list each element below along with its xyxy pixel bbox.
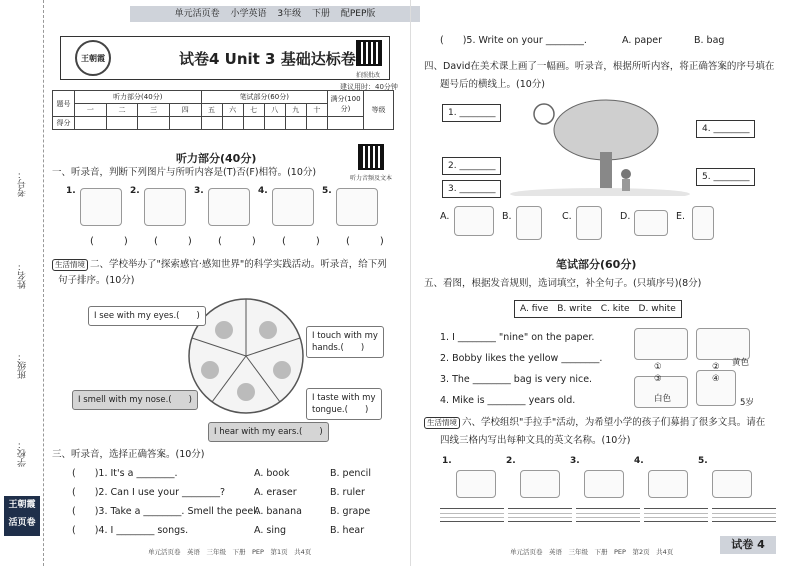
garden-scene (500, 96, 700, 196)
num-cell: 三 (138, 104, 170, 117)
header-bar (130, 6, 420, 22)
score-cell[interactable] (75, 117, 107, 130)
q3-question: ( )4. I ________ songs. (72, 525, 189, 536)
q1-num: 3. (194, 186, 204, 196)
writing-lines[interactable] (508, 508, 572, 522)
score-cell[interactable] (285, 117, 306, 130)
writing-lines[interactable] (440, 508, 504, 522)
listening-heading: 听力部分(40分) (176, 152, 257, 165)
q3-option-a[interactable]: A. sing (254, 525, 287, 536)
q6-num: 3. (570, 456, 580, 466)
q3-option-a[interactable]: A. book (254, 468, 290, 479)
nose-icon (692, 206, 714, 240)
q5-line: 4. Mike is ________ years old. (440, 395, 576, 406)
q4-text-2: 题号后的横线上。(10分) (440, 79, 546, 90)
donation-box-icon (584, 470, 624, 498)
score-cell[interactable] (201, 117, 222, 130)
q6-num: 5. (698, 456, 708, 466)
pic-label: ② (712, 362, 720, 372)
score-table (52, 90, 394, 130)
q1-answer-3[interactable]: ( ) (218, 236, 266, 247)
pic-label: 白色 (654, 394, 672, 404)
q3-option-b[interactable]: B. ruler (330, 487, 365, 498)
sentence-nose: I smell with my nose.( ) (72, 390, 198, 410)
exam-title-box (60, 36, 390, 80)
num-cell: 四 (169, 104, 201, 117)
q3-option-b[interactable]: B. hear (330, 525, 365, 536)
q2-text (52, 258, 387, 272)
q3-text: 三、听录音，选择正确答案。(10分) (52, 449, 205, 460)
edition: 配PEP版 (340, 9, 376, 19)
q1-answer-4[interactable]: ( ) (282, 236, 330, 247)
writing-lines[interactable] (712, 508, 776, 522)
q1-num: 4. (258, 186, 268, 196)
q4-blank-5[interactable]: 5. ________ (696, 168, 755, 186)
score-cell[interactable] (222, 117, 243, 130)
writing-lines[interactable] (576, 508, 640, 522)
school-label: 学校： (18, 440, 28, 467)
q4-blank-1[interactable]: 1. ________ (442, 104, 501, 122)
score-cell[interactable] (264, 117, 285, 130)
score-cell[interactable] (138, 117, 170, 130)
num-cell: 二 (106, 104, 138, 117)
writing-picture (634, 328, 688, 360)
hand-writing-picture (144, 188, 186, 226)
num-cell: 六 (222, 104, 243, 117)
q5-line: 1. I ________ "nine" on the paper. (440, 332, 595, 343)
donation-box-icon (520, 470, 560, 498)
subject: 小学英语 (230, 9, 267, 19)
num-cell: 十 (306, 104, 327, 117)
q6-num: 2. (506, 456, 516, 466)
q4-option: C. (562, 211, 572, 222)
footer-right: 单元活页卷 英语 三年级 下册 PEP 第2页 共4页 (510, 548, 674, 556)
donation-box-icon (712, 470, 752, 498)
q4-blank-4[interactable]: 4. ________ (696, 120, 755, 138)
q6-num: 1. (442, 456, 452, 466)
qr-code-icon[interactable] (356, 40, 382, 66)
q6-text-2: 四线三格内写出每种文具的英文名称。(10分) (440, 435, 631, 446)
pic-label: ④ (712, 374, 720, 384)
grade: 3年级 (277, 9, 302, 19)
context-tag: 生活情境 (424, 417, 460, 429)
audio-qr-label: 听力音频及文本 (350, 175, 393, 182)
num-cell: 九 (285, 104, 306, 117)
pic-label: ① (654, 362, 662, 372)
binding-gutter (0, 0, 44, 566)
score-cell[interactable] (106, 117, 138, 130)
q3-question: ( )1. It's a ________. (72, 468, 178, 479)
q1-num: 1. (66, 186, 76, 196)
pencil-picture (80, 188, 122, 226)
q3-question: ( )3. Take a ________. Smell the peel. (72, 506, 259, 517)
footer-left: 单元活页卷 英语 三年级 下册 PEP 第1页 共4页 (148, 548, 312, 556)
pic-label: 5岁 (740, 398, 754, 408)
q6-num: 4. (634, 456, 644, 466)
writing-lines[interactable] (644, 508, 708, 522)
score-cell[interactable] (169, 117, 201, 130)
q3-question: ( )5. Write on your ________. (440, 35, 587, 46)
q3-option-a[interactable]: A. paper (622, 35, 663, 46)
q6-text (424, 416, 765, 430)
q4-option: D. (620, 211, 631, 222)
sentence-hands (306, 326, 384, 358)
audio-qr-icon[interactable] (358, 144, 384, 170)
q1-answer-5[interactable]: ( ) (346, 236, 394, 247)
q1-num: 5. (322, 186, 332, 196)
score-table-head: 题号 (53, 91, 75, 117)
score-cell[interactable] (328, 117, 364, 130)
q3-option-a[interactable]: A. banana (254, 506, 302, 517)
q4-blank-3[interactable]: 3. ________ (442, 180, 501, 198)
q1-answer-1[interactable]: ( ) (90, 236, 138, 247)
q3-question: ( )2. Can I use your ________? (72, 487, 226, 498)
eye-icon (454, 206, 494, 236)
q6-text-main: 六、学校组织"手拉手"活动，为希望小学的孩子们募捐了很多文具。请在 (462, 417, 766, 428)
sentence-tongue-line1: I taste with my (312, 393, 376, 403)
score-cell[interactable] (243, 117, 264, 130)
pic-label: 黄色 (732, 358, 750, 368)
page-badge: 试卷 4 (720, 536, 776, 554)
q3-option-b[interactable]: B. bag (694, 35, 725, 46)
q4-text: 四、David在美术课上画了一幅画。听录音，根据所听内容，将正确答案的序号填在 (424, 61, 775, 72)
brand-line-2: 活页卷 (8, 518, 36, 528)
q2-text-main: 二、学校举办了"探索感官·感知世界"的科学实践活动。听录音，给下列 (90, 259, 387, 270)
brand-logo (4, 496, 40, 536)
ear-icon (516, 206, 542, 240)
donation-box-icon (648, 470, 688, 498)
q4-option: B. (502, 211, 512, 222)
sentence-ears: I hear with my ears.( ) (208, 422, 329, 442)
score-row-label: 得分 (53, 117, 75, 130)
term: 下册 (311, 9, 330, 19)
q5-line: 3. The ________ bag is very nice. (440, 374, 593, 385)
q4-option: A. (440, 211, 450, 222)
q1-num: 2. (130, 186, 140, 196)
brand-line-1: 王朝霞 (8, 500, 36, 510)
eraser-picture (208, 188, 250, 226)
computer-picture (272, 188, 314, 226)
num-cell: 八 (264, 104, 285, 117)
context-tag: 生活情境 (52, 259, 88, 271)
suggested-time: 建议用时：40分钟 (340, 83, 398, 91)
score-cell[interactable] (306, 117, 327, 130)
q5-line: 2. Bobby likes the yellow ________. (440, 353, 603, 364)
listening-col: 听力部分(40分) (75, 91, 202, 104)
page-divider (410, 0, 411, 566)
sentence-hands-line2: hands.( ) (312, 343, 365, 353)
grade-col: 等级 (364, 91, 394, 130)
q4-blank-2[interactable]: 2. ________ (442, 157, 501, 175)
name-label: 姓名： (18, 262, 28, 289)
sentence-tongue-line2: tongue.( ) (312, 405, 369, 415)
q3-option-b[interactable]: B. grape (330, 506, 371, 517)
q3-option-a[interactable]: A. eraser (254, 487, 297, 498)
q5-text: 五、看图，根据发音规则，选词填空，补全句子。(只填序号)(8分) (424, 278, 702, 289)
writing-col: 笔试部分(60分) (201, 91, 328, 104)
girl-picture (336, 188, 378, 226)
num-cell: 五 (201, 104, 222, 117)
sentence-eyes: I see with my eyes.( ) (88, 306, 206, 326)
pic-label: ③ (654, 374, 662, 384)
class-label: 班级： (18, 352, 28, 379)
q2-text-2: 句子排序。(10分) (58, 275, 135, 286)
exam-title: 试卷4 Unit 3 基础达标卷 (179, 49, 356, 68)
q3-option-b[interactable]: B. pencil (330, 468, 371, 479)
sentence-hands-line1: I touch with my (312, 331, 378, 341)
writing-heading: 笔试部分(60分) (556, 258, 637, 271)
sentence-tongue (306, 388, 382, 420)
book-name: 单元活页卷 (174, 9, 220, 19)
mouth-icon (634, 210, 668, 236)
total-col: 满分(100分) (328, 91, 364, 117)
q4-option: E. (676, 211, 686, 222)
qr-label: 拍照批改 (356, 72, 381, 79)
donation-box-icon (456, 470, 496, 498)
num-cell: 七 (243, 104, 264, 117)
q1-answer-2[interactable]: ( ) (154, 236, 202, 247)
num-cell: 一 (75, 104, 107, 117)
q1-text: 一、听录音，判断下列图片与所听内容是(T)否(F)相符。(10分) (52, 167, 317, 178)
id-label: 考号： (18, 170, 28, 197)
q5-choices: A. five B. write C. kite D. white (514, 300, 682, 318)
publisher-logo: 王朝霞 (75, 40, 111, 76)
hand-icon (576, 206, 602, 240)
